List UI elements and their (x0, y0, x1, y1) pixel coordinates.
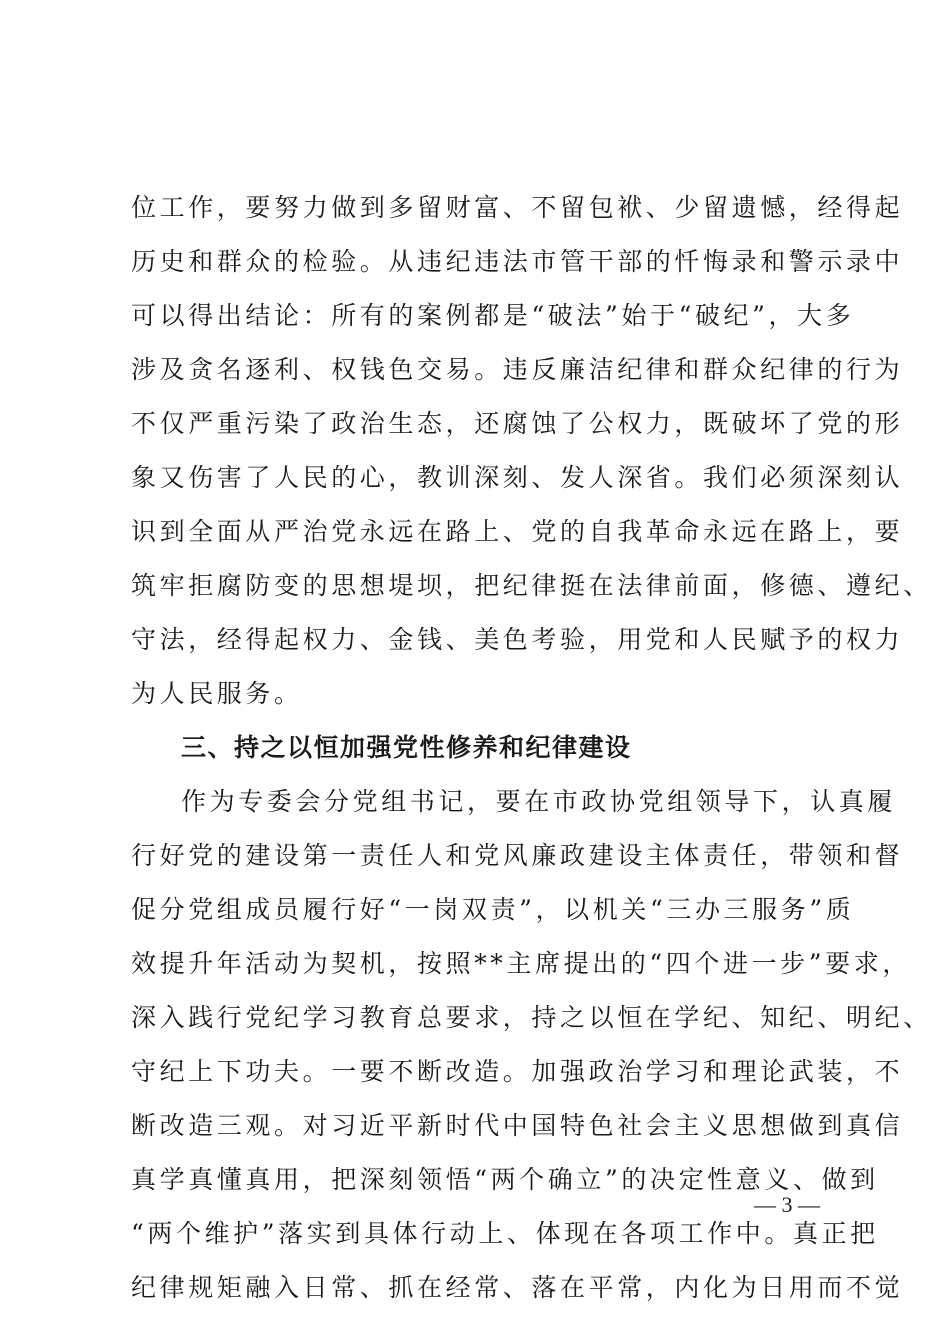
section-heading: 三、持之以恒加强党性修养和纪律建设 (181, 733, 632, 762)
paragraph-2-line-7: 断改造三观。对习近平新时代中国特色社会主义思想做到真信 (131, 1111, 904, 1140)
paragraph-2-line-8: 真学真懂真用，把深刻领悟“两个确立”的决定性意义、做到 (131, 1165, 879, 1194)
paragraph-1-line-8: 筑牢拒腐防变的思想堤坝，把纪律挺在法律前面，修德、遵纪、 (131, 571, 932, 600)
paragraph-2-line-2: 行好党的建设第一责任人和党风廉政建设主体责任，带领和督 (131, 841, 904, 870)
document-body (131, 181, 932, 1315)
paragraph-1-line-1: 位工作，要努力做到多留财富、不留包袱、少留遗憾，经得起 (131, 193, 904, 222)
paragraph-1-line-7: 识到全面从严治党永远在路上、党的自我革命永远在路上，要 (131, 517, 904, 546)
paragraph-1-line-9: 守法，经得起权力、金钱、美色考验，用党和人民赋予的权力 (131, 625, 904, 654)
page-number: — 3 — (754, 1192, 820, 1217)
paragraph-1-line-10: 为人民服务。 (131, 679, 303, 708)
paragraph-1-line-2: 历史和群众的检验。从违纪违法市管干部的忏悔录和警示录中 (131, 247, 904, 276)
paragraph-1-line-5: 不仅严重污染了政治生态，还腐蚀了公权力，既破坏了党的形 (131, 409, 904, 438)
paragraph-1-line-6: 象又伤害了人民的心，教训深刻、发人深省。我们必须深刻认 (131, 463, 904, 492)
paragraph-2-line-6: 守纪上下功夫。一要不断改造。加强政治学习和理论武装，不 (131, 1057, 904, 1086)
paragraph-1-line-4: 涉及贪名逐利、权钱色交易。违反廉洁纪律和群众纪律的行为 (131, 355, 904, 384)
paragraph-2-line-5: 深入践行党纪学习教育总要求，持之以恒在学纪、知纪、明纪、 (131, 1003, 932, 1032)
paragraph-2-line-3: 促分党组成员履行好“一岗双责”，以机关“三办三服务”质 (131, 895, 855, 924)
paragraph-1-line-3: 可以得出结论：所有的案例都是“破法”始于“破纪”，大多 (131, 301, 855, 330)
paragraph-2-line-10: 纪律规矩融入日常、抓在经常、落在平常，内化为日用而不觉 (131, 1273, 904, 1302)
paragraph-2-line-1: 作为专委会分党组书记，要在市政协党组领导下，认真履 (181, 787, 897, 816)
paragraph-2-line-9: “两个维护”落实到具体行动上、体现在各项工作中。真正把 (131, 1219, 879, 1248)
paragraph-2-line-4: 效提升年活动为契机，按照**主席提出的“四个进一步”要求， (131, 949, 911, 978)
